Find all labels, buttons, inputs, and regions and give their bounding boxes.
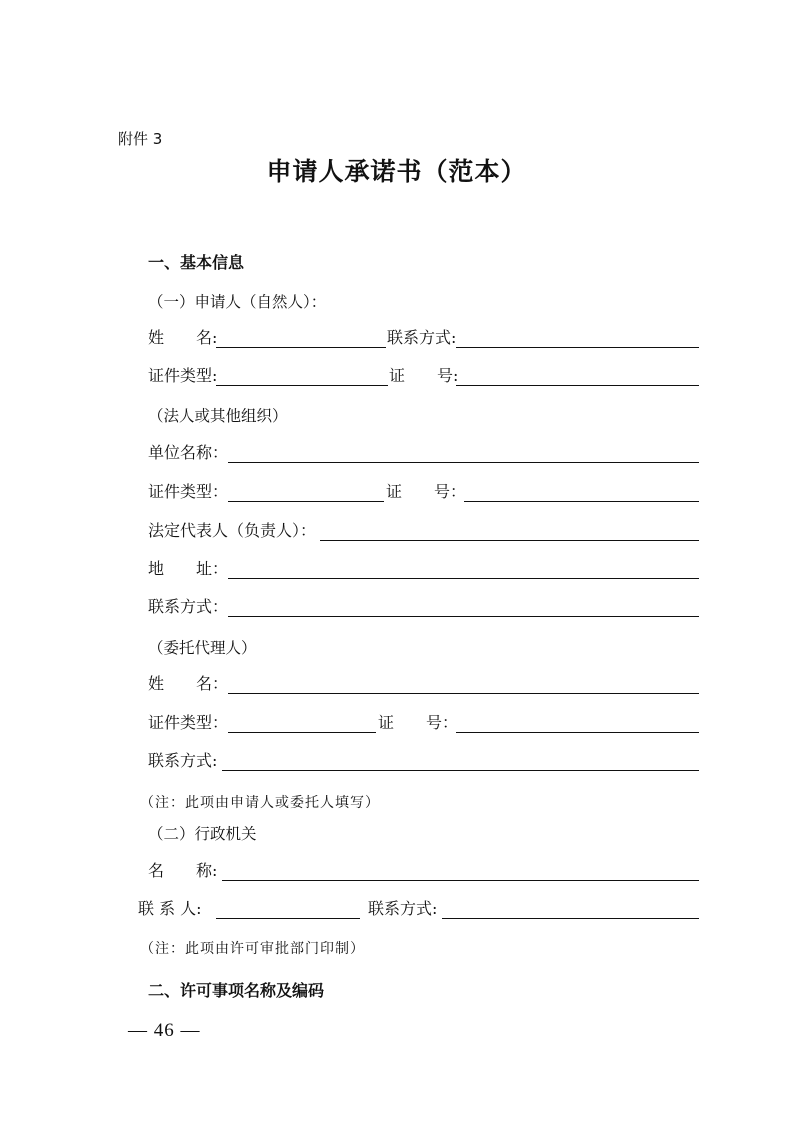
legal-unit-label: 单位名称： [148,443,229,462]
legal-unit-field[interactable] [228,462,699,463]
applicant-idno-field[interactable] [456,385,699,386]
authority-person-field[interactable] [216,918,360,919]
legal-row-contact [0,596,793,618]
agent-idtype-field[interactable] [228,732,376,733]
legal-rep-label: 法定代表人（负责人）： [148,521,317,540]
agent-row-contact [0,750,793,772]
legal-idno-field[interactable] [464,501,699,502]
page-number: — 46 — [128,1020,201,1041]
legal-idno-label: 证 号： [386,482,467,501]
agent-contact-label: 联系方式: [148,751,218,770]
page-title: 申请人承诺书（范本） [266,157,527,186]
legal-address-field[interactable] [228,578,699,579]
applicant-row-id [0,365,793,387]
legal-address-label: 地 址： [148,559,229,578]
agent-row-id [0,712,793,734]
legal-row-id [0,481,793,503]
applicant-idno-label: 证 号: [389,366,459,385]
authority-row-name [0,860,793,882]
applicant-row-name [0,327,793,349]
authority-row-contact [0,898,793,920]
agent-name-field[interactable] [228,693,699,694]
agent-idtype-label: 证件类型： [148,713,229,732]
authority-person-label: 联 系 人: [138,899,202,918]
applicant-contact-label: 联系方式: [387,328,457,347]
agent-row-name [0,673,793,695]
applicant-name-field[interactable] [216,347,386,348]
applicant-idtype-label: 证件类型: [148,366,218,385]
note-applicant: （注：此项由申请人或委托人填写） [140,795,380,811]
legal-row-rep [0,520,793,542]
legal-row-unit [0,442,793,464]
authority-contact-label: 联系方式: [368,899,438,918]
agent-heading: （委托代理人） [148,639,257,657]
authority-heading: （二）行政机关 [148,825,257,843]
legal-idtype-field[interactable] [228,501,384,502]
legal-rep-field[interactable] [320,540,699,541]
applicant-idtype-field[interactable] [216,385,388,386]
legal-contact-field[interactable] [228,616,699,617]
applicant-name-label: 姓 名: [148,328,218,347]
section1-heading: 一、基本信息 [148,253,245,272]
agent-idno-field[interactable] [456,732,699,733]
applicant-heading: （一）申请人（自然人）： [148,293,327,311]
legal-idtype-label: 证件类型： [148,482,229,501]
agent-idno-label: 证 号： [378,713,459,732]
attachment-label: 附件 3 [118,130,163,148]
section2-heading: 二、许可事项名称及编码 [148,981,325,1000]
applicant-contact-field[interactable] [456,347,699,348]
authority-contact-field[interactable] [442,918,699,919]
authority-name-field[interactable] [222,880,699,881]
note-authority: （注：此项由许可审批部门印制） [140,941,365,957]
agent-name-label: 姓 名： [148,674,229,693]
legal-heading: （法人或其他组织） [148,407,288,425]
legal-contact-label: 联系方式： [148,597,229,616]
agent-contact-field[interactable] [222,770,699,771]
legal-row-address [0,558,793,580]
authority-name-label: 名 称: [148,861,218,880]
